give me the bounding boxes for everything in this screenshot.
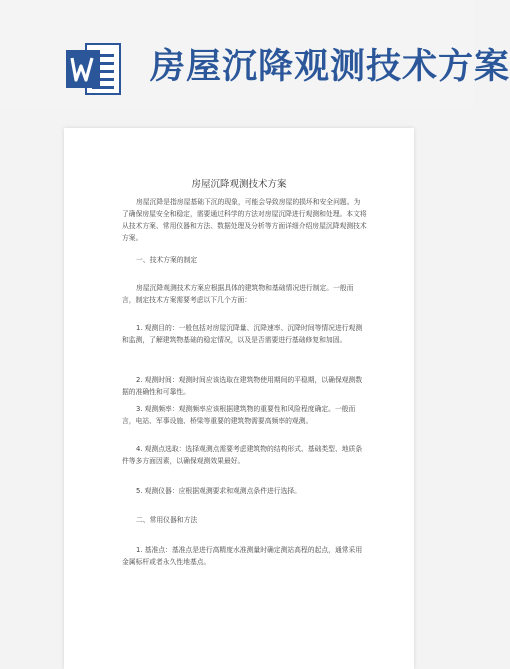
- section-heading-2: 二、常用仪器和方法: [136, 516, 198, 524]
- word-icon: [64, 40, 122, 98]
- section-heading-1: 一、技术方案的制定: [136, 256, 198, 264]
- paragraph-plan: 房屋沉降观测技术方案应根据具体的建筑物和基础情况进行制定。一般而言，制定技术方案需要考虑以下几个方面：: [122, 284, 354, 304]
- header-title: 房屋沉降观测技术方案: [150, 47, 510, 87]
- paragraph-item-3: 3. 观测频率：观测频率应该根据建筑物的重要性和风险程度确定。一般而言，电站、军事设施、桥梁等重要的建筑物需要高频率的观测。: [122, 405, 356, 425]
- document-header: [0, 0, 510, 110]
- paragraph-item-4: 4. 观测点选取：选择观测点需要考虑建筑物的结构形式、基础类型、地质条件等多方面因素，以确保观测效果最好。: [122, 445, 363, 465]
- paragraph-item-2: 2. 观测时间：观测时间应该选取在建筑物使用期间的平稳期，以确保观测数据的准确性和可靠性。: [122, 376, 363, 396]
- paragraph-intro: 房屋沉降是指房屋基础下沉的现象，可能会导致房屋的损坏和安全问题。为了确保房屋安全和稳定，需要通过科学的方法对房屋沉降进行观测和处理。本文将从技术方案、常用仪器和方法、数据处理及分析等方面详细介绍房屋沉降观测技术方案。: [122, 198, 367, 242]
- document-page: [64, 128, 414, 669]
- document-title: 房屋沉降观测技术方案: [191, 179, 287, 190]
- paragraph-item-1: 1. 观测目的：一般包括对房屋沉降量、沉降速率、沉降时间等情况进行观测和监测，了解建筑物基础的稳定情况，以及是否需要进行基础修复和加固。: [122, 324, 363, 344]
- paragraph-benchmark: 1. 基准点：基准点是进行高精度水准测量时确定测站高程的起点，通常采用金属标杆或者永久性地基点。: [122, 546, 363, 566]
- paragraph-item-5: 5. 观测仪器：应根据观测要求和观测点条件进行选择。: [136, 487, 301, 495]
